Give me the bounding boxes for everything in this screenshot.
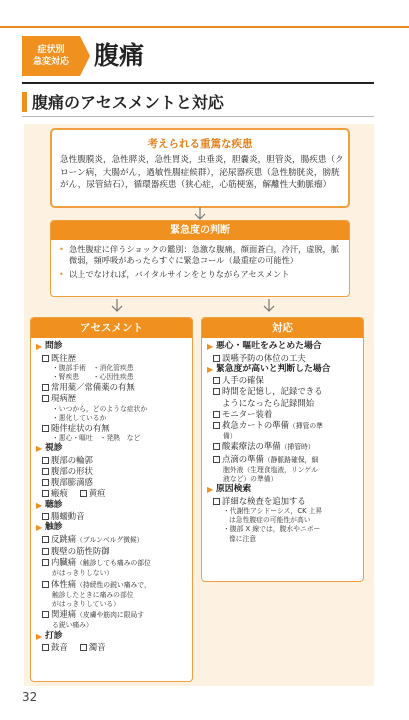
checkbox[interactable] [213,411,220,418]
nausea-heading [207,341,358,353]
palpation-label: 触診 [45,522,63,533]
sub-note: ・悪心・嘔吐 ・発熱 など [52,434,141,443]
page-title: 腹痛 [94,41,145,70]
checkbox[interactable] [42,548,49,555]
checkbox-label: 内臓痛 [51,557,77,568]
checkbox[interactable] [42,581,49,588]
checkbox-item[interactable] [207,420,358,432]
high-urgency-heading [207,364,358,376]
checkbox-note: （触診しても痛みの部位 [76,559,151,568]
triangle-icon: ▶ [36,500,43,510]
sub-note: がはっきりしている） [52,600,120,609]
sub-note: 胞外液（生理食塩液，リンゲル [223,465,318,474]
checkbox-note: （皮膚や筋肉に限局す [76,611,145,620]
checkbox[interactable] [213,377,220,384]
checkbox-pair [36,488,187,499]
checkbox[interactable] [42,490,49,497]
checkbox[interactable] [80,644,87,651]
checkbox[interactable] [42,479,49,486]
checkbox-item[interactable] [207,353,358,364]
checkbox-item[interactable] [36,609,187,621]
checkbox-item[interactable] [36,393,187,404]
sub-note: ・代謝性アシドーシス，CK 上昇 [223,506,323,515]
urgency-title: 緊急度の判断 [51,221,349,240]
urgency-item [59,244,341,266]
sub-note: 備） [223,432,237,441]
sub-note: 像に注意 [229,534,257,543]
checkbox[interactable] [42,536,49,543]
section-marker [22,92,27,112]
checkbox[interactable] [42,355,49,362]
palpation-heading [36,522,187,534]
checkbox-item[interactable] [207,375,358,386]
checkbox-item[interactable] [207,496,358,507]
checkbox-item[interactable] [207,441,358,453]
urgency-item-text: 以上でなければ，バイタルサインをとりながらアセスメント [69,269,290,280]
checkbox-item[interactable] [36,557,187,569]
checkbox-label: 体性痛 [51,578,77,589]
checkbox-label: 酸素療法の準備 [222,441,281,452]
top-rule [0,26,409,28]
checkbox-label: 点滴の準備 [222,453,264,464]
checkbox-item[interactable] [207,409,358,420]
sub-note: は急性腹症の可能性が高い [229,516,311,525]
checkbox-item[interactable] [36,466,187,477]
checkbox-label: 常用薬／常備薬の有無 [51,382,135,393]
percussion-label: 打診 [45,630,63,641]
sub-note: ・腎疾患 ・心因性疾患 [52,372,134,381]
checkbox-label: モニター装着 [222,408,273,419]
triangle-icon: ▶ [207,485,214,495]
nausea-label: 悪心・嘔吐をみとめた場合 [216,341,322,351]
checkbox[interactable] [42,457,49,464]
sub-note: ・いつから，どのような症状か [52,404,148,413]
sub-note: ・腹部 X 線では，腹水やニボー [223,525,321,534]
sub-note: 触診したときに痛みの部位 [52,590,134,599]
checkbox[interactable] [42,644,49,651]
cause-search-heading [207,484,358,496]
checkbox-item[interactable] [80,642,106,653]
sub-note: がはっきりしない） [52,569,114,578]
bullet-icon: • [59,244,64,254]
checkbox[interactable] [42,611,49,618]
checkbox[interactable] [42,513,49,520]
checkbox[interactable] [213,443,220,450]
serious-disease-box [50,128,350,208]
triangle-icon: ▶ [36,523,43,533]
checkbox-item[interactable] [36,353,187,364]
checkbox[interactable] [80,490,87,497]
checkbox-item[interactable] [36,579,187,591]
checkbox-label: 腹部の形状 [51,466,93,477]
urgency-item [59,269,341,280]
checkbox-label: 人手の確保 [222,375,264,386]
checkbox[interactable] [213,422,220,429]
arrow-down-icon [193,207,207,221]
checkbox-item[interactable] [36,511,187,522]
urgency-box [50,220,350,297]
urgency-item-text: 急性腹症に伴うショックの鑑別：急激な腹痛，顔面蒼白，冷汗，虚脱，脈微弱，頻呼吸があったらすぐに緊急コール（最重症の可能性） [69,244,340,266]
response-box [201,317,364,582]
sub-note: る鋭い痛み） [52,621,93,630]
sub-note: ・腹部手術 ・消化管疾患 [52,363,134,372]
urgency-list [51,240,349,281]
checkbox-label: 腹部膨満感 [51,477,93,488]
cause-search-label: 原因検索 [216,484,252,495]
high-urgency-label: 緊急度が高いと判断した場合 [216,363,331,374]
header-rule [22,82,374,84]
inspection-label: 視診 [45,443,63,454]
checkbox[interactable] [42,395,49,402]
checkbox-label: 誤嚥予防の体位の工夫 [222,352,306,363]
checkbox-label: 瘢痕 [51,488,68,499]
checkbox-label: 濁音 [88,642,106,653]
checkbox-item[interactable] [42,642,68,653]
checkbox-label: 既往歴 [51,352,77,363]
checkbox-item[interactable] [36,534,187,546]
checkbox-item[interactable] [207,454,358,466]
checkbox[interactable] [213,456,220,463]
inquiry-label: 問診 [45,341,63,351]
bullet-icon: • [59,269,64,280]
sub-note: ・悪化しているか [52,413,107,422]
checkbox-pair [36,642,187,653]
checkbox-continuation: ようになったら記録開始 [222,397,315,408]
checkbox-label: 鼓音 [51,642,68,653]
response-title: 対応 [202,318,363,338]
checkbox-item[interactable] [80,488,106,499]
checkbox-note: （静脈路確保，細 [263,455,319,464]
checkbox[interactable] [42,384,49,391]
checkbox[interactable] [213,355,220,362]
checkbox-label: 救急カートの準備 [222,420,289,431]
checkbox-label: 腹部の輪郭 [51,454,93,465]
checkbox-label: 随伴症状の有無 [51,422,110,433]
arrow-down-icon [110,299,124,313]
auscultation-label: 聴診 [45,499,63,510]
badge-line1: 症状別 [37,45,65,55]
serious-disease-list: 急性腹膜炎，急性膵炎，急性胃炎，虫垂炎，胆嚢炎，胆管炎，腸疾患（クローン病，大腸がん，過敏性腸症候群），泌尿器疾患（急性膀胱炎，膀胱がん，尿管結石），循環器疾患（狭心症，心筋梗塞，解離性大動脈瘤） [60,155,344,190]
checkbox-label: 腸蠕動音 [51,511,85,522]
checkbox-item[interactable] [36,423,187,434]
checkbox-note: （持続性の鋭い痛みで， [76,580,151,589]
checkbox-note: （挿管時） [280,443,315,452]
checkbox[interactable] [213,498,220,505]
checkbox-item[interactable] [207,386,358,397]
checkbox-label: 詳細な検査を追加する [222,495,306,506]
section-title: 腹痛のアセスメントと対応 [32,93,224,112]
checkbox-label: 時間を記憶し，記録できる [222,386,323,397]
checkbox-note: （挿管の準 [289,422,323,431]
triangle-icon: ▶ [36,444,43,454]
auscultation-heading [36,500,187,512]
checkbox-item[interactable] [36,382,187,393]
badge-line2: 急変対応 [32,57,69,67]
checkbox-item[interactable] [42,488,68,499]
checkbox-label: 関連痛 [51,609,77,620]
triangle-icon: ▶ [36,342,43,351]
checkbox-label: 反跳痛 [51,533,77,544]
checkbox[interactable] [42,559,49,566]
triangle-icon: ▶ [36,631,43,641]
checkbox-note: （ブルンベルグ徴候） [76,535,144,544]
page-number: 32 [22,690,38,704]
inspection-heading [36,443,187,455]
percussion-heading [36,631,187,643]
assessment-box [30,317,193,682]
checkbox[interactable] [213,388,220,395]
assessment-title: アセスメント [31,318,192,338]
checkbox-item[interactable] [36,546,187,557]
sub-note: 液など）の準備） [223,475,278,484]
checkbox[interactable] [42,425,49,432]
checkbox-label: 現病歴 [51,393,77,404]
checkbox-label: 黄疸 [88,488,106,499]
checkbox-item[interactable] [36,455,187,466]
checkbox[interactable] [42,468,49,475]
triangle-icon: ▶ [207,342,214,351]
arrow-down-icon [262,299,276,313]
triangle-icon: ▶ [207,364,214,374]
serious-disease-title: 考えられる重篤な疾患 [147,138,253,150]
checkbox-label: 腹壁の筋性防御 [51,546,110,557]
chapter-badge [22,36,80,76]
inquiry-heading [36,341,187,353]
checkbox-item[interactable] [36,477,187,488]
section-rule [22,116,374,117]
